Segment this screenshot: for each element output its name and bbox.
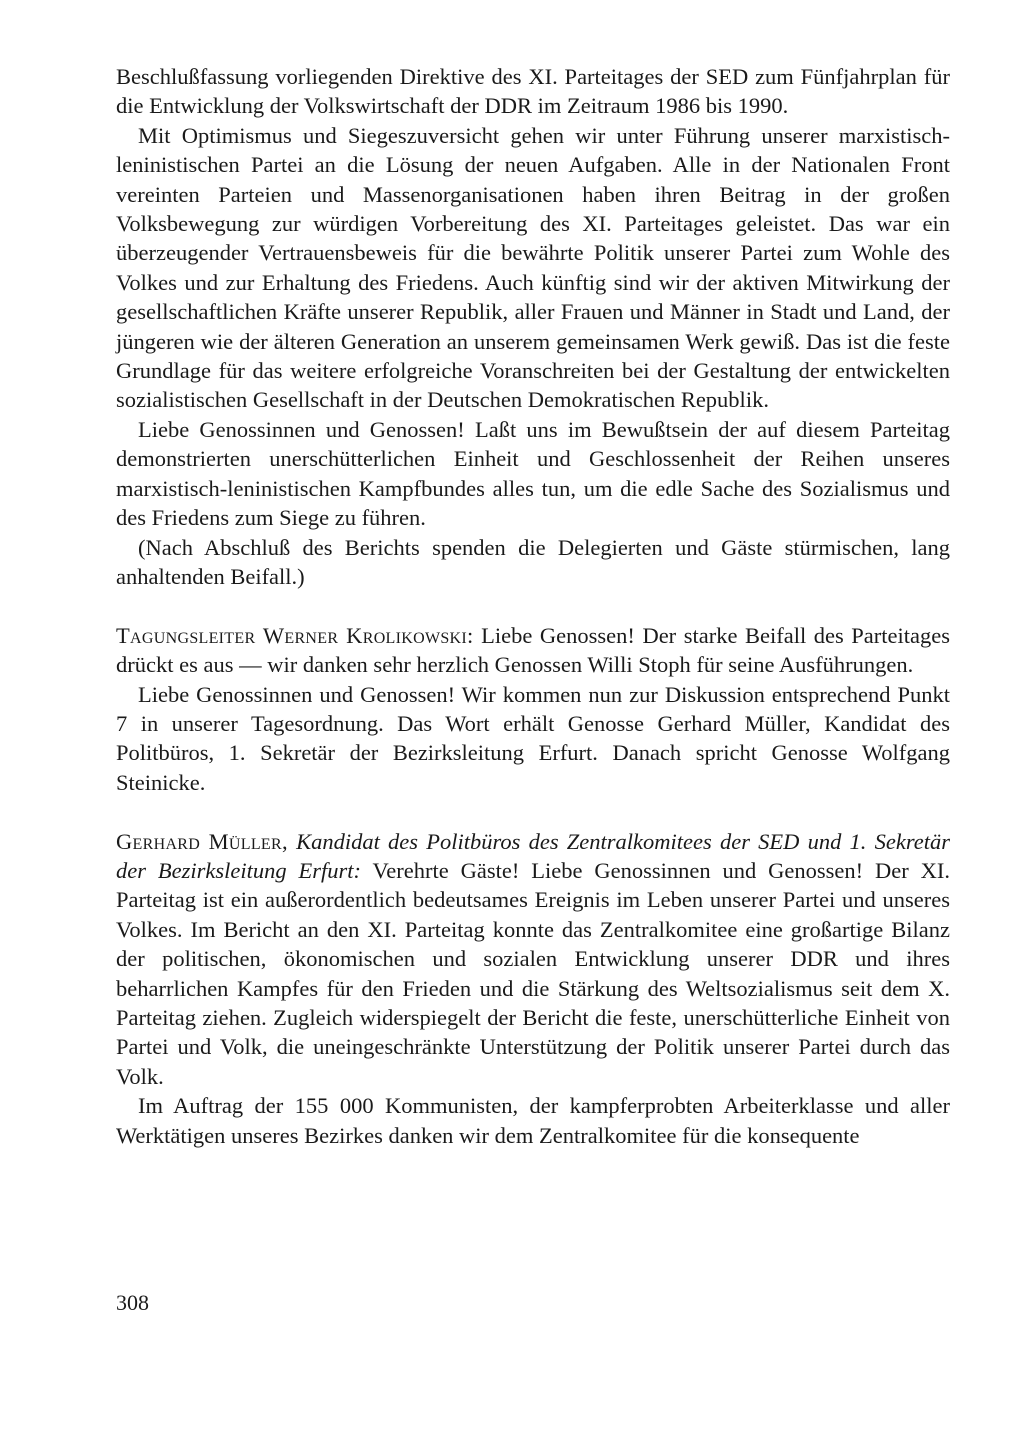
paragraph-applause-note: (Nach Abschluß des Berichts spenden die Delegierten und Gäste stürmischen, lang anhaltenden Beifall.)	[116, 534, 950, 589]
speech-text: Verehrte Gäste! Liebe Genossinnen und Genossen! Der XI. Parteitag ist ein außerordentlich bedeutsames Ereignis im Leben unserer Partei und unseres Volkes. Im Bericht an den XI. Parteitag konnte das Zentralkomitee eine großartige Bilanz der politischen, ökonomischen und sozialen Entwicklung unserer DDR und ihres beharrlichen Kampfes für den Frieden und die Stärkung des Weltsozialismus seit dem X. Parteitag ziehen. Zugleich widerspiegelt der Bericht die feste, unerschütterliche Einheit von Partei und Volk, die uneingeschränkte Unterstützung der Politik unserer Partei durch das Volk.	[116, 857, 950, 1089]
paragraph-auftrag: Im Auftrag der 155 000 Kommunisten, der kampferprobten Arbeiterklasse und aller Werktätigen unseres Bezirkes danken wir dem Zentralkomitee für die konsequente	[116, 1093, 950, 1148]
section-gap	[116, 591, 950, 620]
paragraph-appeal: Liebe Genossinnen und Genossen! Laßt uns im Bewußtsein der auf diesem Parteitag demonstrierten unerschütterlichen Einheit und Geschlossenheit der Reihen unseres marxistisch-leninistischen Kampfbundes alles tun, um die edle Sache des Sozialismus und des Friedens zum Siege zu führen.	[116, 416, 950, 531]
paragraph-optimismus: Mit Optimismus und Siegeszuversicht gehen wir unter Führung unserer marxistisch-leninistischen Partei an die Lösung der neuen Aufgaben. Alle in der Nationalen Front vereinten Parteien und Massenorganisationen haben ihren Beitrag in der großen Volksbewegung zur würdigen Vorbereitung des XI. Parteitages geleistet. Das war ein überzeugender Vertrauensbeweis für die bewährte Politik unserer Partei zum Wohle des Volkes und zur Erhaltung des Friedens. Auch künftig sind wir der aktiven Mitwirkung der gesellschaftlichen Kräfte unserer Republik, aller Frauen und Männer in Stadt und Land, der jüngeren wie der älteren Generation an unserem gemeinsamen Werk gewiß. Das ist die feste Grundlage für das weitere erfolgreiche Voranschreiten bei der Gestaltung der entwickelten sozialistischen Gesellschaft in der Deutschen Demokratischen Republik.	[116, 122, 950, 413]
section-gap	[116, 797, 950, 826]
page-number: 308	[116, 1290, 149, 1315]
paragraph-krolikowski	[116, 621, 950, 680]
speaker-name: Gerhard Müller,	[116, 828, 288, 854]
paragraph-continuation: Beschlußfassung vorliegenden Direktive des XI. Parteitages der SED zum Fünfjahrplan für die Entwicklung der Volkswirtschaft der DDR im Zeitraum 1986 bis 1990.	[116, 64, 950, 119]
speaker-name: Tagungsleiter Werner Krolikowski:	[116, 622, 474, 648]
paragraph-mueller	[116, 827, 950, 1092]
speech-text: Liebe Genossen! Der starke Beifall des Parteitages drückt es aus — wir danken sehr herzlich Genossen Willi Stoph für seine Ausführungen.	[116, 622, 951, 678]
paragraph-agenda: Liebe Genossinnen und Genossen! Wir kommen nun zur Diskussion entsprechend Punkt 7 in unserer Tagesordnung. Das Wort erhält Genosse Gerhard Müller, Kandidat des Politbüros, 1. Sekretär der Bezirksleitung Erfurt. Danach spricht Genosse Wolfgang Steinicke.	[116, 681, 950, 795]
page-body	[116, 62, 950, 1150]
speaker-role: Kandidat des Politbüros des Zentralkomitees der SED und 1. Sekretär der Bezirksleitung Erfurt:	[116, 828, 950, 883]
